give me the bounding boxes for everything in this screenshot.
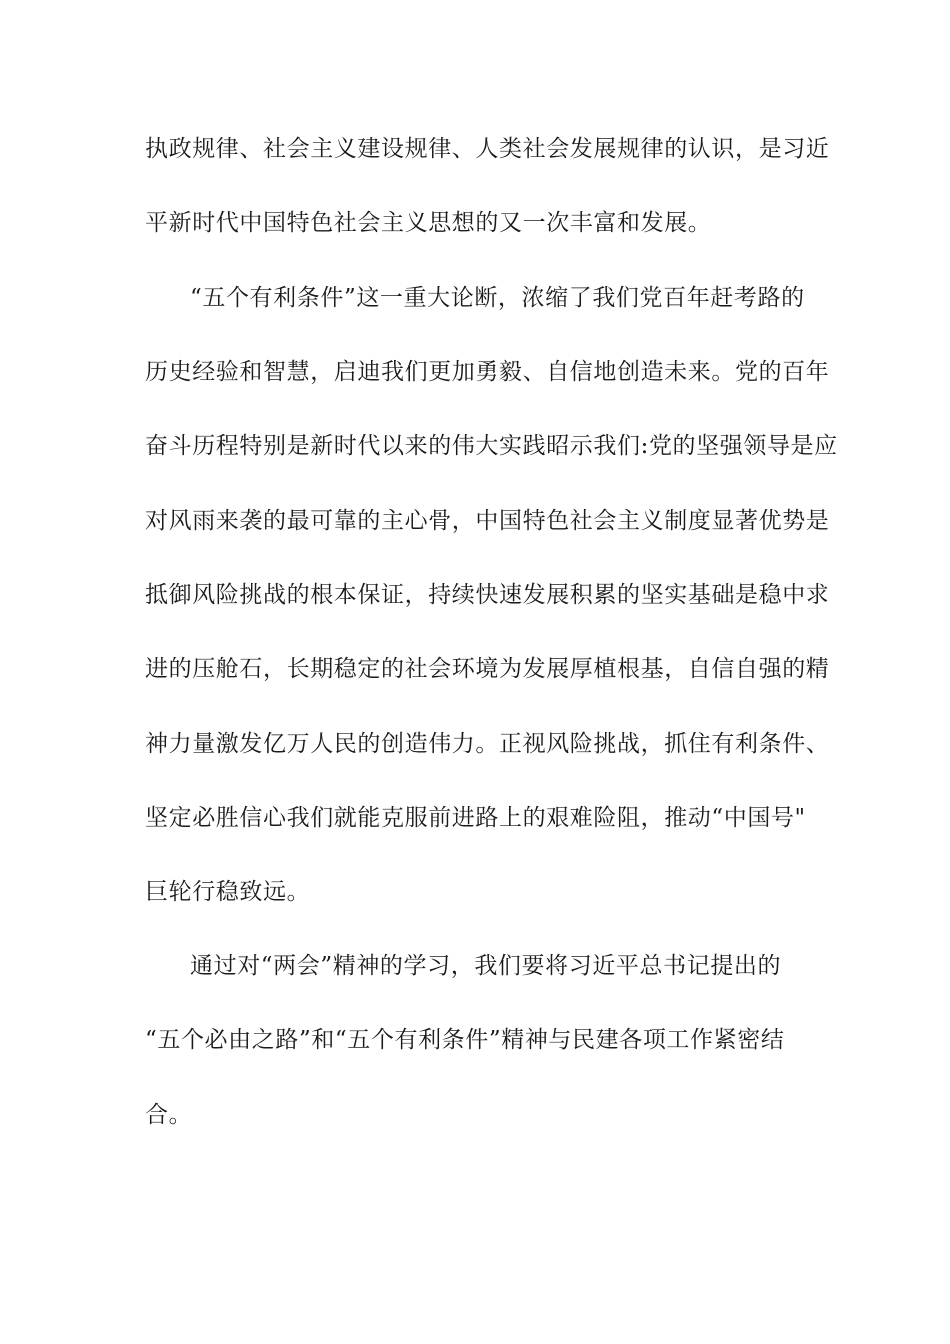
text-line: 对风雨来袭的最可靠的主心骨，中国特色社会主义制度显著优势是 bbox=[145, 508, 830, 534]
paragraph-start-line: 通过对“两会”精神的学习，我们要将习近平总书记提出的 bbox=[190, 953, 782, 979]
text-line: 合。 bbox=[145, 1102, 193, 1128]
text-line: 抵御风险挑战的根本保证，持续快速发展积累的坚实基础是稳中求 bbox=[145, 582, 830, 608]
text-line: 坚定必胜信心我们就能克服前进路上的艰难险阻，推动“中国号" bbox=[145, 805, 806, 831]
text-line: 奋斗历程特别是新时代以来的伟大实践昭示我们:党的坚强领导是应 bbox=[145, 433, 838, 459]
text-line: 进的压舱石，长期稳定的社会环境为发展厚植根基，自信自强的精 bbox=[145, 656, 830, 682]
text-line: 执政规律、社会主义建设规律、人类社会发展规律的认识，是习近 bbox=[145, 136, 830, 162]
text-line: 历史经验和智慧，启迪我们更加勇毅、自信地创造未来。党的百年 bbox=[145, 359, 830, 385]
paragraph-start-line: “五个有利条件”这一重大论断，浓缩了我们党百年赶考路的 bbox=[190, 285, 805, 311]
text-line: “五个必由之路”和“五个有利条件”精神与民建各项工作紧密结 bbox=[145, 1027, 785, 1053]
text-line: 平新时代中国特色社会主义思想的又一次丰富和发展。 bbox=[145, 210, 712, 236]
text-line: 巨轮行稳致远。 bbox=[145, 879, 311, 905]
text-line: 神力量激发亿万人民的创造伟力。正视风险挑战，抓住有利条件、 bbox=[145, 731, 830, 757]
